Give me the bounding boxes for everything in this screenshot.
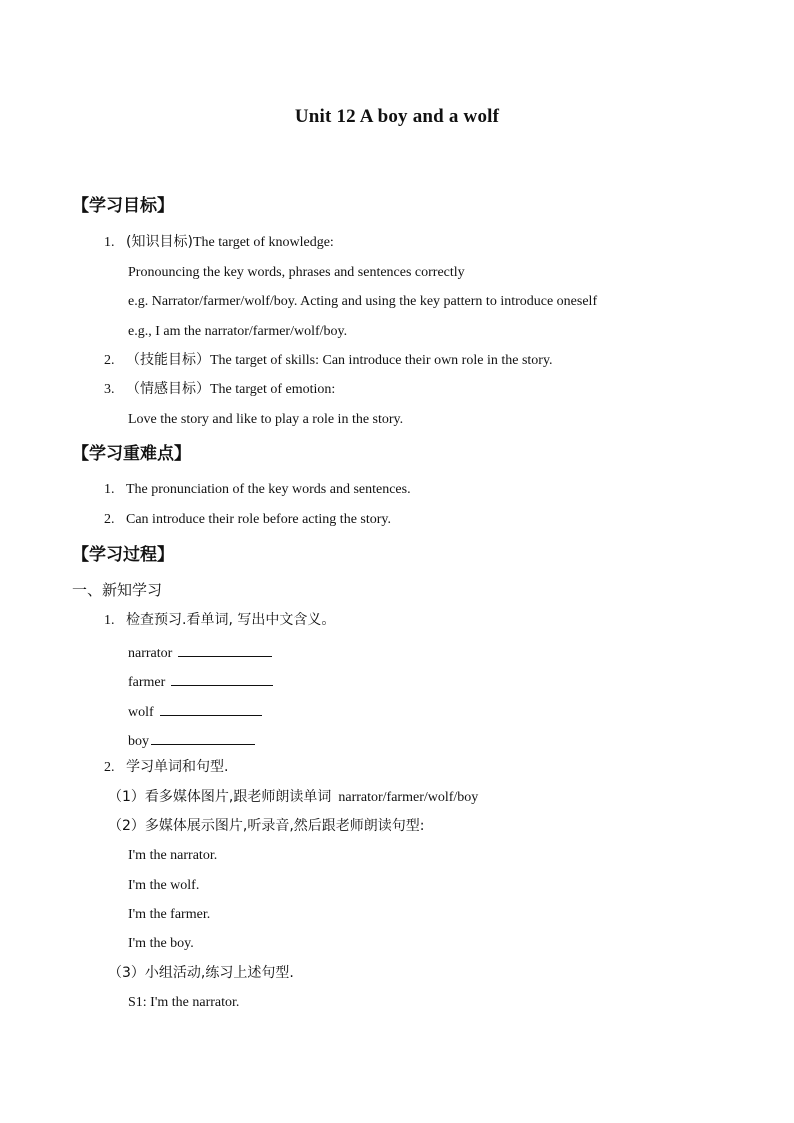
sub-step-label: （2）多媒体展示图片,听录音,然后跟老师朗读句型: <box>108 818 425 834</box>
sub-step-3 <box>108 964 294 983</box>
key-point-text: The pronunciation of the key words and sentences. <box>126 482 411 497</box>
vocab-word: narrator <box>128 646 173 661</box>
section-heading-key-points: 【学习重难点】 <box>72 444 191 464</box>
answer-blank[interactable] <box>151 730 255 745</box>
sub-step-words: narrator/farmer/wolf/boy <box>338 790 479 805</box>
vocab-word: farmer <box>128 675 166 690</box>
objective-1-line2: Pronouncing the key words, phrases and sentences correctly <box>128 265 465 280</box>
dialogue-line-s1: S1: I'm the narrator. <box>128 995 240 1010</box>
list-number: 2. <box>104 512 115 527</box>
document-title: Unit 12 A boy and a wolf <box>294 106 500 127</box>
list-number: 1. <box>104 613 115 628</box>
section-heading-learning-objectives: 【学习目标】 <box>72 196 174 216</box>
vocab-row-wolf <box>128 701 262 722</box>
section-heading-learning-process: 【学习过程】 <box>72 545 174 565</box>
list-number: 3. <box>104 382 115 397</box>
sentence-wolf: I'm the wolf. <box>128 878 200 893</box>
sentence-farmer: I'm the farmer. <box>128 907 211 922</box>
key-point-text: Can introduce their role before acting the story. <box>126 512 391 527</box>
list-number: 1. <box>104 235 115 250</box>
list-number: 2. <box>104 353 115 368</box>
key-point-1 <box>104 481 411 499</box>
list-number: 2. <box>104 760 115 775</box>
step-text: 检查预习.看单词, 写出中文含义。 <box>126 612 336 628</box>
step-text: 学习单词和句型. <box>126 759 229 775</box>
list-number: 1. <box>104 482 115 497</box>
objective-2 <box>104 351 553 370</box>
step-2 <box>104 758 228 777</box>
objective-1 <box>104 233 334 252</box>
sentence-boy: I'm the boy. <box>128 936 194 951</box>
vocab-row-boy <box>128 730 255 751</box>
objective-1-line3: e.g. Narrator/farmer/wolf/boy. Acting and using the key pattern to introduce oneself <box>128 294 598 309</box>
vocab-row-farmer <box>128 671 273 692</box>
key-point-2 <box>104 511 391 529</box>
answer-blank[interactable] <box>160 701 262 716</box>
objective-text: The target of knowledge: <box>192 235 334 250</box>
part-label: 一、新知学习 <box>72 581 163 599</box>
vocab-word: wolf <box>128 705 154 720</box>
answer-blank[interactable] <box>178 642 272 657</box>
objective-label: （技能目标） <box>126 352 210 368</box>
sentence-narrator: I'm the narrator. <box>128 848 218 863</box>
vocab-word: boy <box>128 734 149 749</box>
objective-1-line4: e.g., I am the narrator/farmer/wolf/boy. <box>128 324 348 339</box>
objective-text: The target of emotion: <box>210 382 336 397</box>
sub-step-label: （3）小组活动,练习上述句型. <box>108 965 294 981</box>
objective-label: (知识目标) <box>126 234 193 250</box>
objective-3 <box>104 380 335 399</box>
objective-3-line2: Love the story and like to play a role in the story. <box>128 412 404 427</box>
sub-step-2 <box>108 817 425 836</box>
answer-blank[interactable] <box>171 671 273 686</box>
objective-text: The target of skills: Can introduce their own role in the story. <box>210 353 553 368</box>
step-1 <box>104 611 335 630</box>
sub-step-1 <box>108 788 478 807</box>
vocab-row-narrator <box>128 642 272 663</box>
sub-step-label: （1）看多媒体图片,跟老师朗读单词 <box>108 789 332 805</box>
objective-label: （情感目标） <box>126 381 210 397</box>
